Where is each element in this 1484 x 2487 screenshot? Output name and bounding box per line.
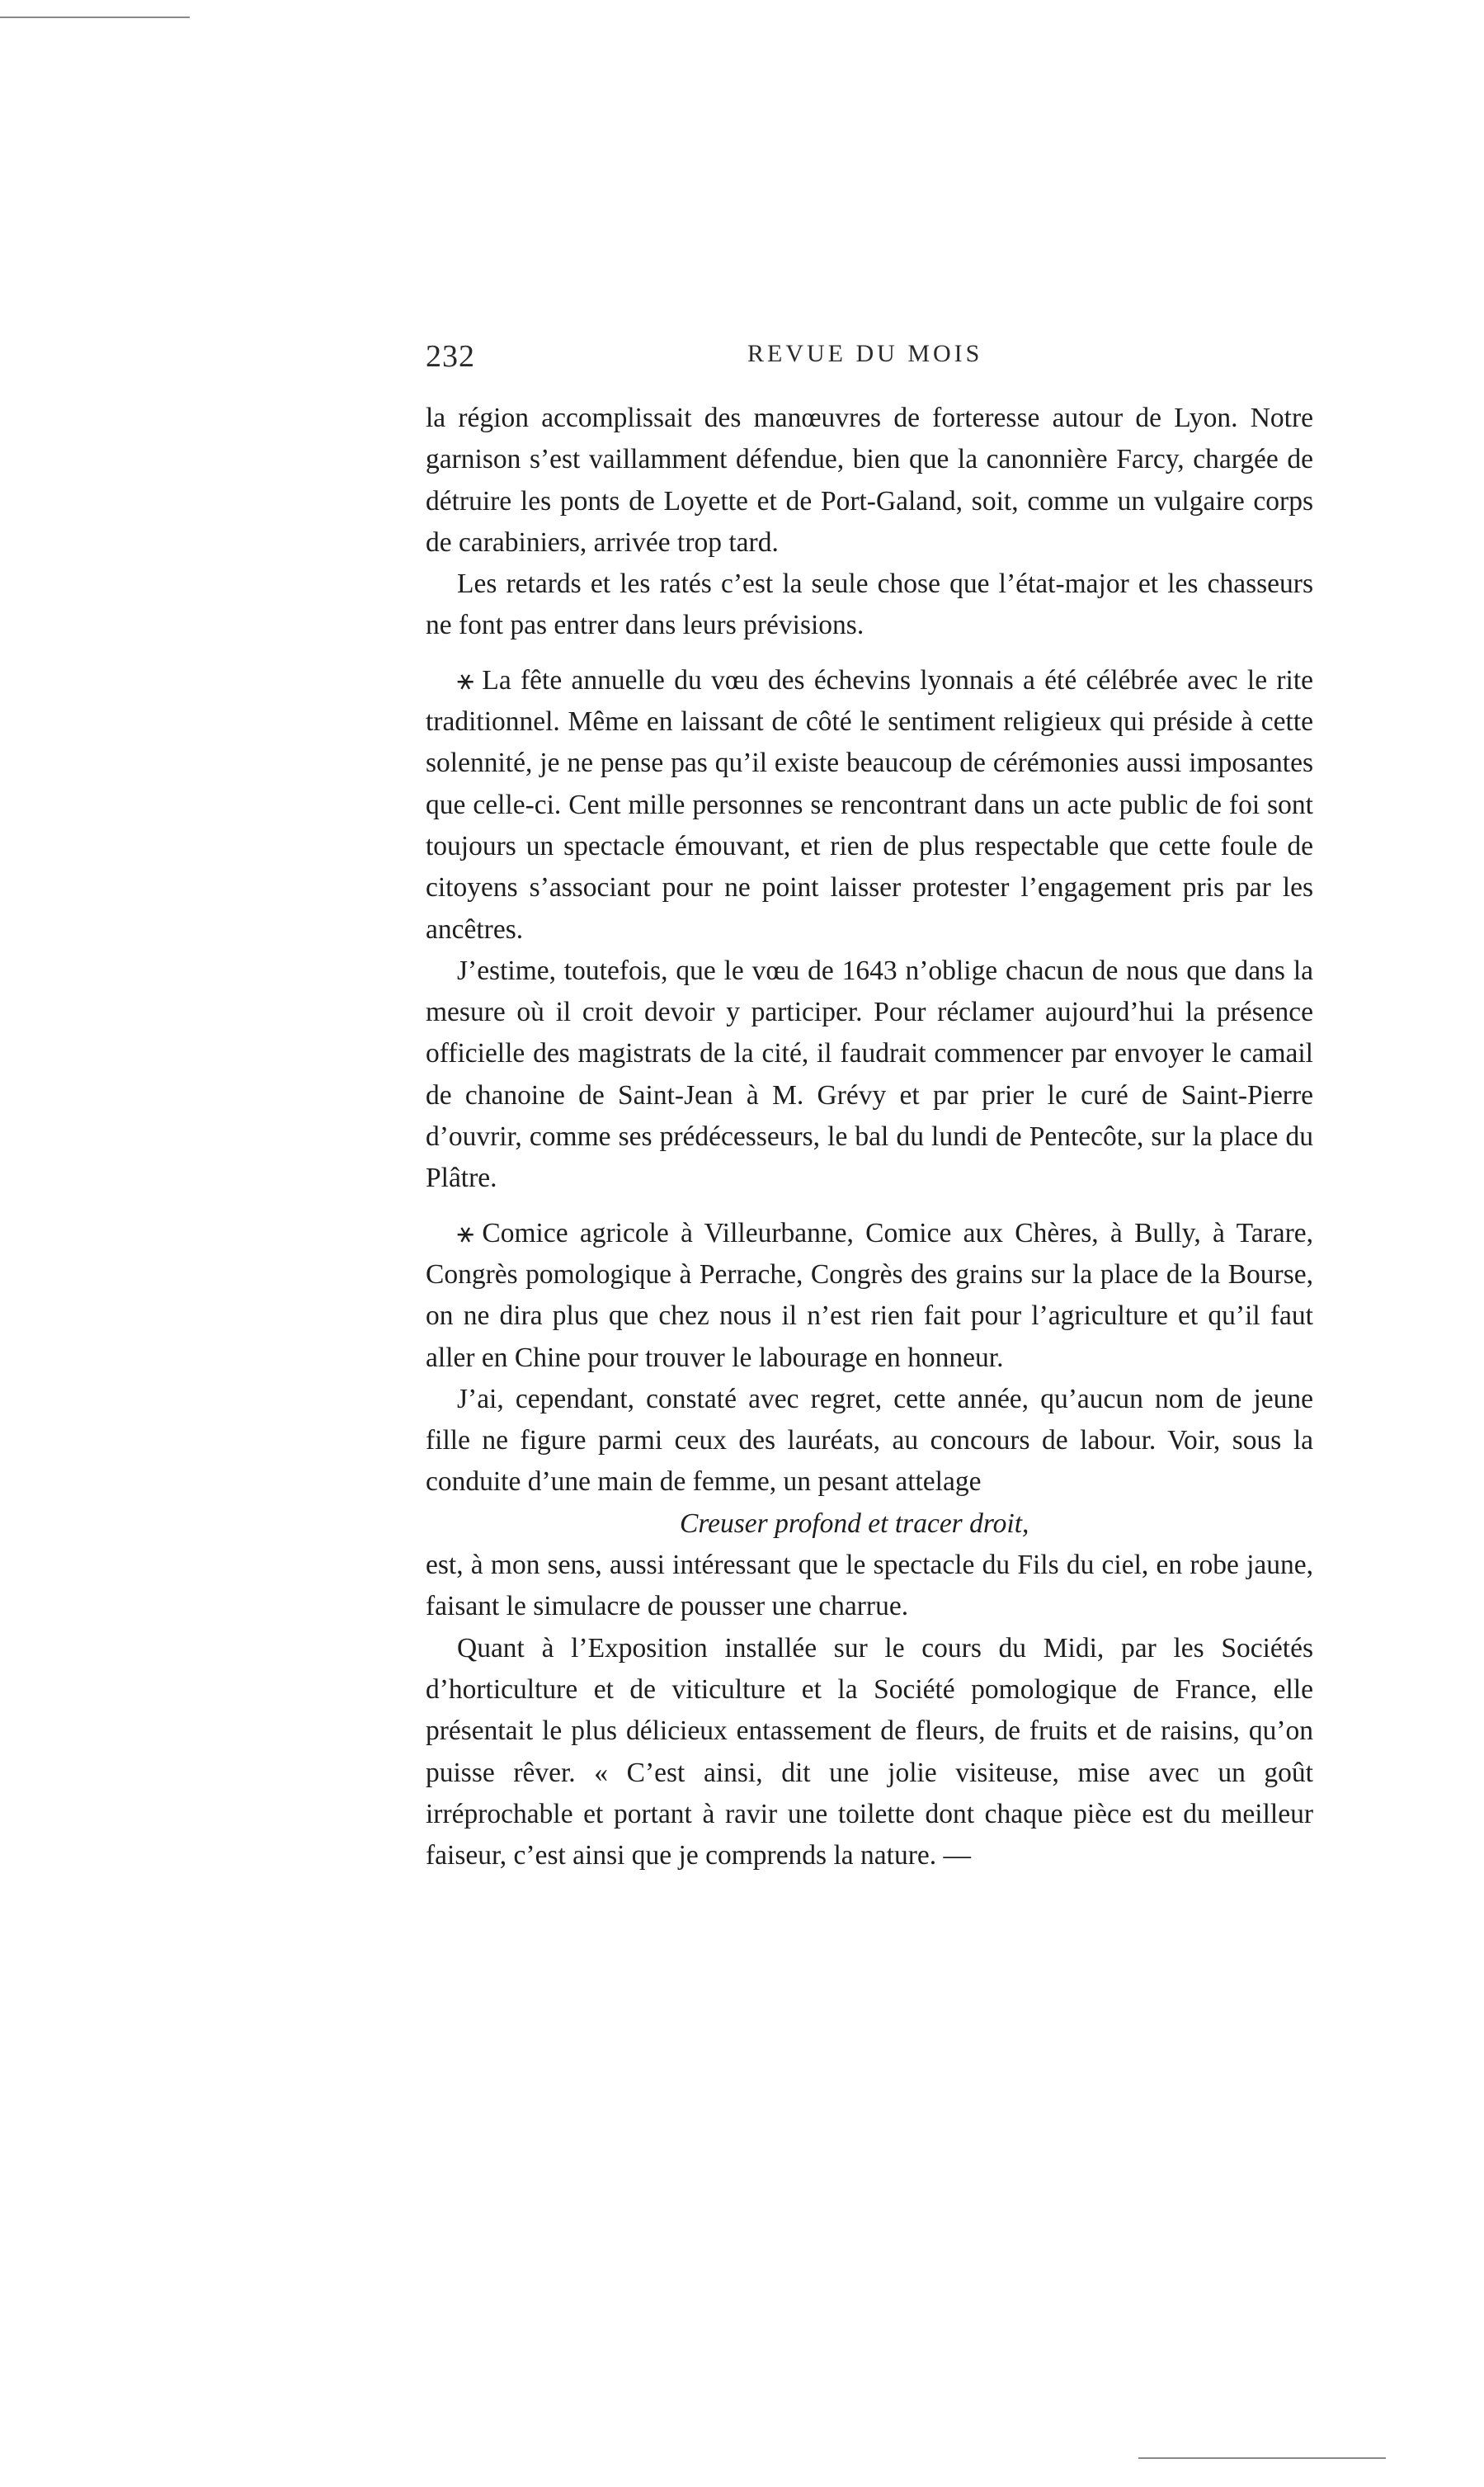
asterism-icon: ⚹ xyxy=(457,1217,474,1248)
article-body xyxy=(426,398,1313,1876)
paragraph-text: La fête annuelle du vœu des échevins lyonnais a été célébrée avec le rite traditionnel. Même en laissant de côté le sentiment religieux qui préside à cette solennité, je ne pense pas qu’il existe beaucoup de cérémonies aussi imposantes que celle-ci. Cent mille personnes se rencontrant dans un acte public de foi sont toujours un spectacle émouvant, et rien de plus respectable que cette foule de citoyens s’associant pour ne point laisser protester l’engagement pris par les ancêtres. xyxy=(426,664,1313,945)
paragraph: Les retards et les ratés c’est la seule chose que l’état-major et les chasseurs ne font pas entrer dans leurs prévisions. xyxy=(426,569,1313,641)
page-header xyxy=(426,332,1313,381)
paragraph: est, à mon sens, aussi intéressant que le spectacle du Fils du ciel, en robe jaune, faisant le simulacre de pousser une charrue. xyxy=(426,1550,1313,1622)
scan-edge-mark xyxy=(1138,2457,1386,2459)
paragraph: J’ai, cependant, constaté avec regret, cette année, qu’aucun nom de jeune fille ne figure parmi ceux des lauréats, au concours de labour. Voir, sous la conduite d’une main de femme, un pesant attelage xyxy=(426,1383,1313,1498)
verse-quote: Creuser profond et tracer droit, xyxy=(680,1508,1029,1539)
paragraph: Quant à l’Exposition installée sur le cours du Midi, par les Sociétés d’horticulture et de viticulture et la Société pomologique de France, elle présentait le plus délicieux entassement de fleurs, de fruits et de raisins, qu’on puisse rêver. « C’est ainsi, dit une jolie visiteuse, mise avec un goût irréprochable et portant à ravir une toilette dont chaque pièce est du meilleur faiseur, c’est ainsi que je comprends la nature. — xyxy=(426,1632,1313,1871)
scan-edge-mark xyxy=(0,17,190,18)
asterism-icon: ⚹ xyxy=(457,664,474,696)
page-number: 232 xyxy=(426,339,475,374)
paragraph-text: Comice agricole à Villeurbanne, Comice aux Chères, à Bully, à Tarare, Congrès pomologique à Perrache, Congrès des grains sur la place de la Bourse, on ne dira plus que chez nous il n’est rien fait pour l’agriculture et qu’il faut aller en Chine pour trouver le labourage en honneur. xyxy=(426,1217,1313,1373)
paragraph: la région accomplissait des manœuvres de forteresse autour de Lyon. Notre garnison s’est vaillamment défendue, bien que la canonnière Farcy, chargée de détruire les ponts de Loyette et de Port-Galand, soit, comme un vulgaire corps de carabiniers, arrivée trop tard. xyxy=(426,403,1313,558)
paragraph xyxy=(426,660,1313,951)
paragraph: J’estime, toutefois, que le vœu de 1643 n’oblige chacun de nous que dans la mesure où il croit devoir y participer. Pour réclamer aujourd’hui la présence officielle des magistrats de la cité, il faudrait commencer par envoyer le camail de chanoine de Saint-Jean à M. Grévy et par prier le curé de Saint-Pierre d’ouvrir, comme ses prédécesseurs, le bal du lundi de Pentecôte, sur la place du Plâtre. xyxy=(426,955,1313,1194)
paragraph xyxy=(426,1213,1313,1379)
running-head: REVUE DU MOIS xyxy=(747,340,983,367)
